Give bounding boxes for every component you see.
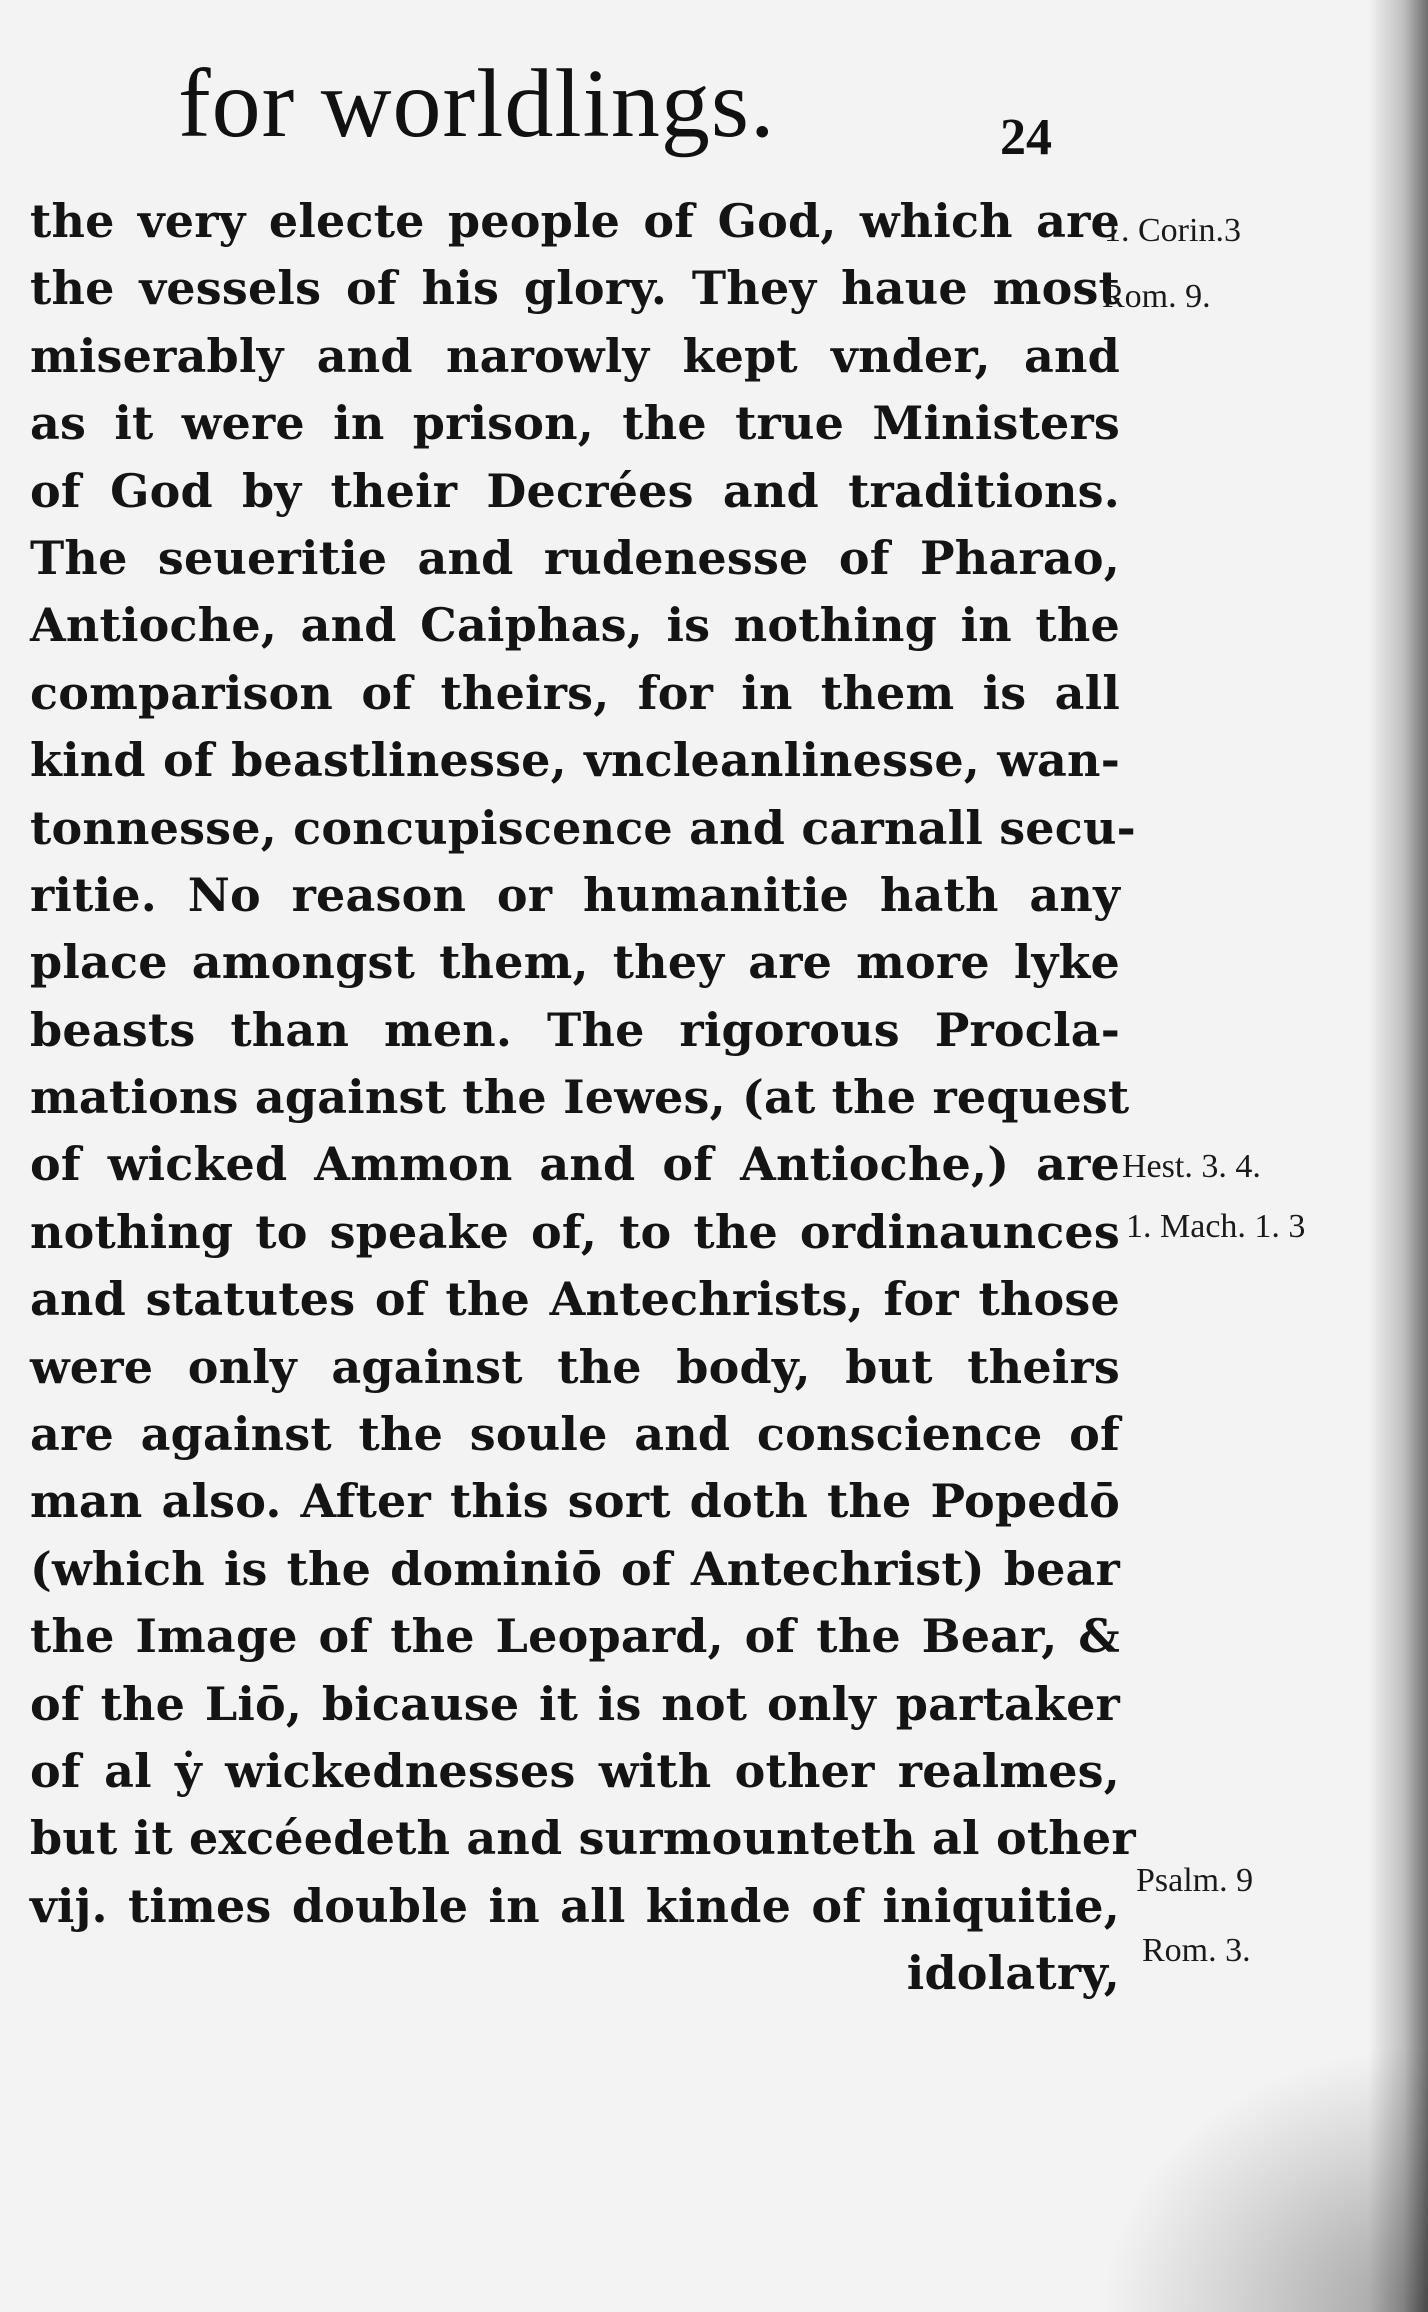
running-head: for worldlings. [178, 50, 776, 158]
text-line: of al ẏ wickednesses with other realmes, [30, 1743, 1120, 1798]
text-line: tonnesse, concupiscence and carnall secu- [30, 800, 1136, 855]
text-line: The seueritie and rudenesse of Pharao, [30, 530, 1120, 585]
body-text [30, 188, 1136, 2008]
text-line: Antioche, and Caiphas, is nothing in the [30, 598, 1120, 653]
text-line: the Image of the Leopard, of the Bear, & [30, 1609, 1120, 1664]
text-line: place amongst them, they are more lyke [30, 935, 1120, 990]
text-line: vij. times double in all kinde of iniquitie, [30, 1878, 1120, 1933]
text-line: of God by their Decrées and traditions. [30, 463, 1120, 518]
text-line: miserably and narowly kept vnder, and [30, 328, 1120, 383]
text-line: but it excéedeth and surmounteth al other [30, 1811, 1136, 1866]
text-line: the very electe people of God, which are [30, 194, 1120, 248]
text-line: man also. After this sort doth the Popedō [30, 1474, 1120, 1529]
page-number: 24 [1000, 109, 1052, 166]
margin-notes [1100, 0, 1400, 2312]
text-line: comparison of theirs, for in them is all [30, 665, 1120, 720]
text-line: (which is the dominiō of Antechrist) bear [30, 1541, 1120, 1596]
text-line: of wicked Ammon and of Antioche,) are [30, 1137, 1120, 1192]
text-line: of the Liō, bicause it is not only partaker [30, 1676, 1120, 1731]
text-line: beasts than men. The rigorous Procla- [30, 1002, 1120, 1057]
text-line: are against the soule and conscience of [30, 1407, 1120, 1462]
margin-note: Psalm. 9 [1136, 1862, 1254, 1899]
margin-note: Rom. 3. [1142, 1932, 1251, 1969]
text-line: nothing to speake of, to the ordinaunces [30, 1204, 1120, 1259]
margin-note: 1. Corin.3 [1104, 212, 1241, 249]
margin-note: 1. Mach. 1. 3 [1126, 1208, 1306, 1245]
text-line: ritie. No reason or humanitie hath any [30, 867, 1120, 922]
text-line: as it were in prison, the true Ministers [30, 396, 1120, 451]
text-line: the vessels of his glory. They haue most [30, 261, 1120, 316]
text-line: mations against the Iewes, (at the request [30, 1070, 1130, 1125]
catchword: idolatry, [906, 1946, 1120, 2001]
text-line: and statutes of the Antechrists, for those [30, 1272, 1120, 1327]
text-line: were only against the body, but theirs [30, 1339, 1120, 1394]
margin-note: Rom. 9. [1102, 278, 1211, 315]
margin-note: Hest. 3. 4. [1122, 1148, 1261, 1185]
text-line: kind of beastlinesse, vncleanlinesse, wan- [30, 733, 1120, 788]
